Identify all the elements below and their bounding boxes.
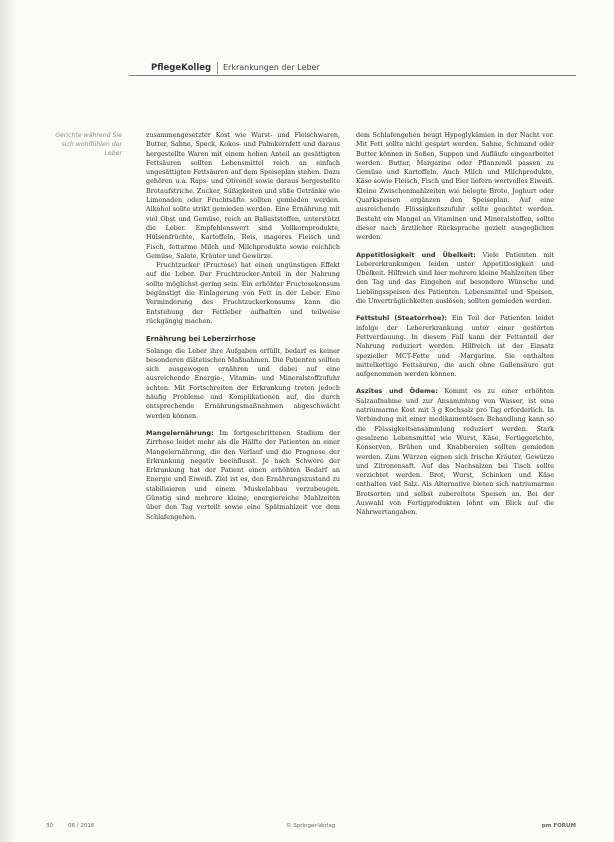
publisher-label: © Springer-Verlag (286, 823, 336, 829)
paragraph-with-lead (356, 314, 554, 379)
journal-section-name: PflegeKolleg (151, 63, 212, 73)
run-in-heading: Mangelernährung: (146, 428, 214, 437)
header-separator (217, 62, 218, 74)
page-gutter-shadow (0, 0, 16, 842)
run-in-heading: Aszites und Ödeme: (356, 387, 438, 396)
header-rule (129, 75, 576, 76)
running-header (129, 62, 576, 76)
issue-label: 06 / 2016 (68, 823, 95, 829)
run-in-heading: Appetitlosigkeit und Übelkeit: (356, 250, 476, 259)
margin-pull-quote: Gerichte während Sie sich wohlfühlen der Leber (55, 132, 122, 157)
text-column-left (146, 131, 340, 522)
page-footer (46, 823, 576, 833)
paragraph-with-lead (356, 387, 554, 517)
paragraph-with-lead (356, 251, 554, 307)
paragraph-text: Im fortgeschrittenen Stadium der Zirrhose leidet mehr als die Hälfte der Patienten an einer Mangelernährung, die den Verlauf und die Prognose der Erkrankung negativ beeinflusst. Je nach Schwere der Erkrankung hat der Patient einen erhöhten Bedarf an Energie und Eiweiß. Ziel ist es, den Ernährungszustand zu stabilisieren und einem Muskelabbau vorzubeugen. Günstig sind mehrere kleine, energiereiche Mahlzeiten über den Tag verteilt sowie eine Spätmahlzeit vor dem Schlafengehen. (146, 428, 340, 521)
paragraph: Fruchtzucker (Fructose) hat einen ungünstigen Effekt auf die Leber. Der Fruchtzucker-Anteil in der Nahrung sollte möglichst gering sein. Ein erhöhter Fructosekonsum begünstigt die Einlagerung von Fett in der Leber. Eine Verminderung des Fruchtzuckerkonsums kann die Entstehung der Fettleber aufhalten und teilweise rückgängig machen. (146, 261, 340, 325)
run-in-heading: Fettstuhl (Steatorrhoe): (356, 314, 447, 323)
paragraph: dem Schlafengehen beugt Hypoglykämien in der Nacht vor. Mit Fett sollte nicht gespart werden. Sahne, Schmand oder Butter können in Soßen, Suppen und Aufläufe eingearbeitet werden. Butter, Margarine oder Pflanzenöl passen zu Gemüse und Kartoffeln. Auch Milch und Milchprodukte, Käse sowie Fleisch, Fisch und Eier liefern wertvolles Eiweiß. Kleine Zwischenmahlzeiten wie belegte Brote, Joghurt oder Quarkspeisen ergänzen den Speiseplan. Auf eine ausreichende Flüssigkeitszufuhr sollte geachtet werden. Besteht ein Mangel an Vitaminen und Mineralstoffen, sollte dieser nach ärztlicher Rücksprache gezielt ausgeglichen werden. (356, 131, 554, 242)
page-number: 30 (46, 823, 53, 829)
paragraph-text: Kommt es zu einer erhöhten Salzaufnahme und zur Ansammlung von Wasser, ist eine natriumarme Kost mit 3 g Kochsalz pro Tag erforderlich. In Verbindung mit einer medikamentösen Behandlung kann so die Flüssigkeitsansammlung reduziert werden. Stark gesalzene Lebensmittel wie Wurst, Käse, Fertiggerichte, Konserven, Brühen und Knabbereien sollten gemieden werden. Zum Würzen eignen sich frische Kräuter, Gewürze und Zitronensaft. Auf das Nachsalzen bei Tisch sollte verzichtet werden. Brot, Wurst, Schinken und Käse enthalten viel Salz. Als Alternative bieten sich natriumarme Brotsorten und selbst zubereitete Speisen an. Bei der Auswahl von Fertigprodukten lohnt ein Blick auf die Nährwertangaben. (356, 387, 554, 517)
section-heading: Ernährung bei Leberzirrhose (146, 335, 256, 344)
paragraph: zusammengesetzter Kost wie Wurst- und Fleischwaren, Butter, Sahne, Speck, Kokos- und Palmkernfett und daraus hergestellte Waren mit einem hohen Anteil an gesättigten Fettsäuren sollten Lebensmittel reich an einfach ungesättigten Fettsäuren auf dem Speiseplan stehen. Dazu gehören u.a. Raps- und Olivenöl sowie daraus hergestellte Brotaufstriche. Zucker, Süßigkeiten und süße Getränke wie Limonaden oder Fruchtsäfte sollten gemieden werden. Alkohol sollte strikt gemieden werden. Eine Ernährung mit viel Obst und Gemüse, reich an Ballaststoffen, unterstützt die Leber. Empfehlenswert sind Vollkornprodukte, Hülsenfrüchte, Kartoffeln, Reis, mageres Fleisch und Fisch, fettarme Milch und Milchprodukte sowie reichlich Gemüse, Salate, Kräuter und Gewürze. (146, 131, 340, 260)
paragraph: Solange die Leber ihre Aufgaben erfüllt, bedarf es keiner besonderen diätetischen Maßnahmen. Die Patienten sollten sich ausgewogen ernähren und dabei auf eine ausreichende Energie-, Vitamin- und Mineralstoffzufuhr achten. Mit Fortschreiten der Erkrankung treten jedoch häufig Probleme und Komplikationen auf, die durch entsprechende Ernährungsmaßnahmen abgeschwächt werden können. (146, 346, 340, 420)
journal-name: pm FORUM (541, 823, 576, 829)
paragraph-text: Viele Patienten mit Lebererkrankungen leiden unter Appetitlosigkeit und Übelkeit. Hilfreich sind hier mehrere kleine Mahlzeiten über den Tag und das Eingehen auf besondere Wünsche und Lieblingsspeisen des Patienten. Lebensmittel und Speisen, die Unverträglichkeiten auslösen, sollten gemieden werden. (356, 250, 554, 306)
paragraph-text: Ein Teil der Patienten leidet infolge der Lebererkrankung unter einer gestörten Fettverdauung. In diesem Fall kann der Fettanteil der Nahrung reduziert werden. Hilfreich ist der Einsatz spezieller MCT-Fette und -Margarine. Sie enthalten mittelkettige Fettsäuren, die auch ohne Gallensäure gut aufgenommen werden können. (356, 314, 554, 379)
paragraph-with-lead (146, 429, 340, 522)
text-column-right (356, 131, 554, 518)
article-topic: Erkrankungen der Leber (223, 63, 320, 72)
